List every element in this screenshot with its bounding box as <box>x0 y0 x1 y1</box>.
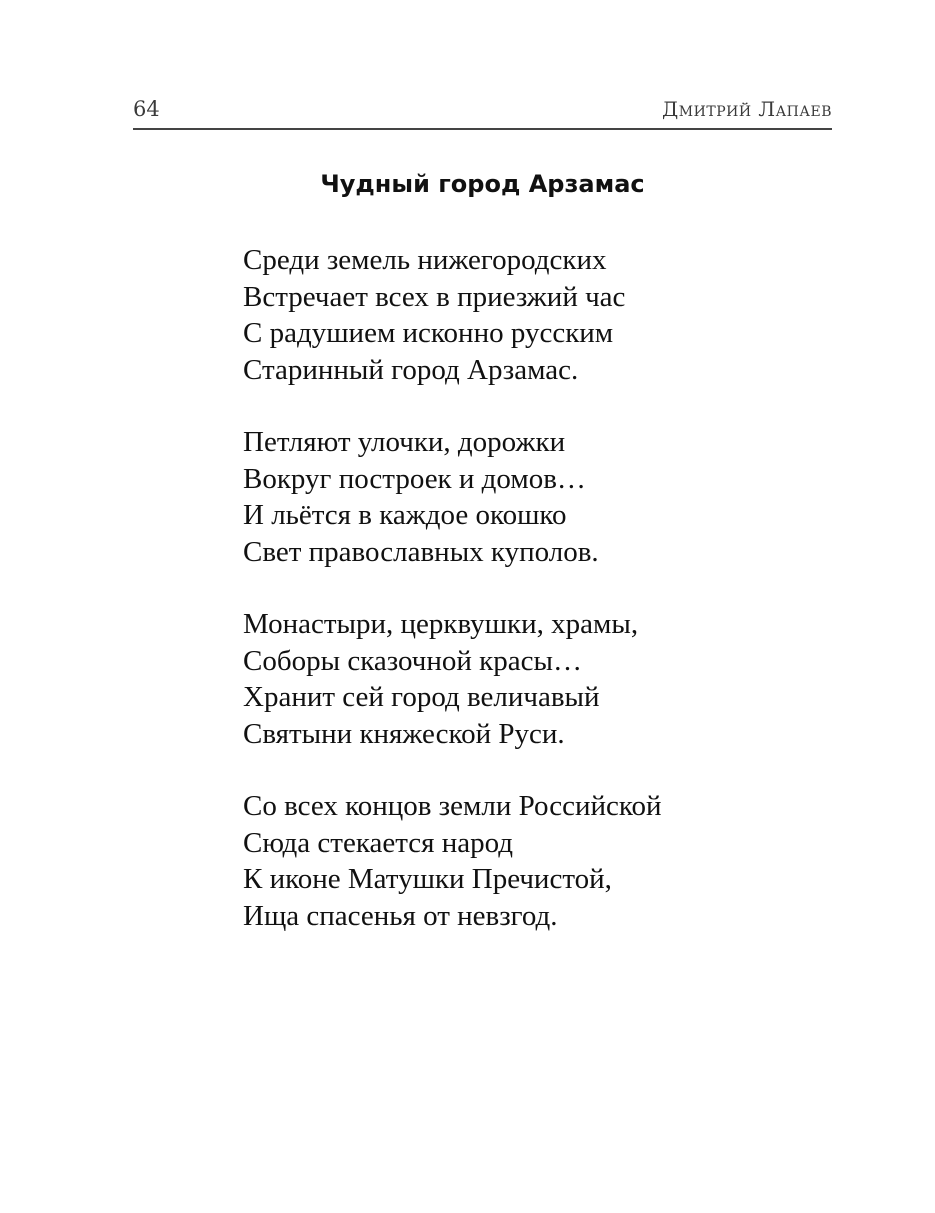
poem-line: Ища спасенья от невзгод. <box>243 899 558 932</box>
page-number: 64 <box>133 97 160 121</box>
running-head-author: Дмитрий Лапаев <box>662 97 832 121</box>
poem-line: Старинный город Арзамас. <box>243 353 579 386</box>
poem-line: Среди земель нижегородских <box>243 244 607 276</box>
stanza-1 <box>243 242 863 388</box>
poem-line: Вокруг построек и домов… <box>243 462 586 495</box>
poem-line: К иконе Матушки Пречистой, <box>243 863 612 895</box>
poem-line: Святыни княжеской Руси. <box>243 717 565 750</box>
stanza-2 <box>243 424 863 570</box>
poem-line: Свет православных куполов. <box>243 535 599 568</box>
poem-line: Монастыри, церквушки, храмы, <box>243 608 639 640</box>
poem-line: Со всех концов земли Российской <box>243 790 662 822</box>
poem-line: С радушием исконно русским <box>243 317 614 349</box>
stanza-4 <box>243 788 863 934</box>
poem-line: И льётся в каждое окошко <box>243 499 567 531</box>
poem-title: Чудный город Арзамас <box>320 170 645 198</box>
poem-line: Хранит сей город величавый <box>243 681 600 713</box>
poem-line: Петляют улочки, дорожки <box>243 426 566 458</box>
poem-line: Встречает всех в приезжий час <box>243 280 626 313</box>
header-rule <box>133 128 832 130</box>
poem-body <box>243 242 863 970</box>
page-header <box>133 94 832 130</box>
poem-line: Сюда стекается народ <box>243 826 514 859</box>
poem-line: Соборы сказочной красы… <box>243 644 582 677</box>
stanza-3 <box>243 606 863 752</box>
